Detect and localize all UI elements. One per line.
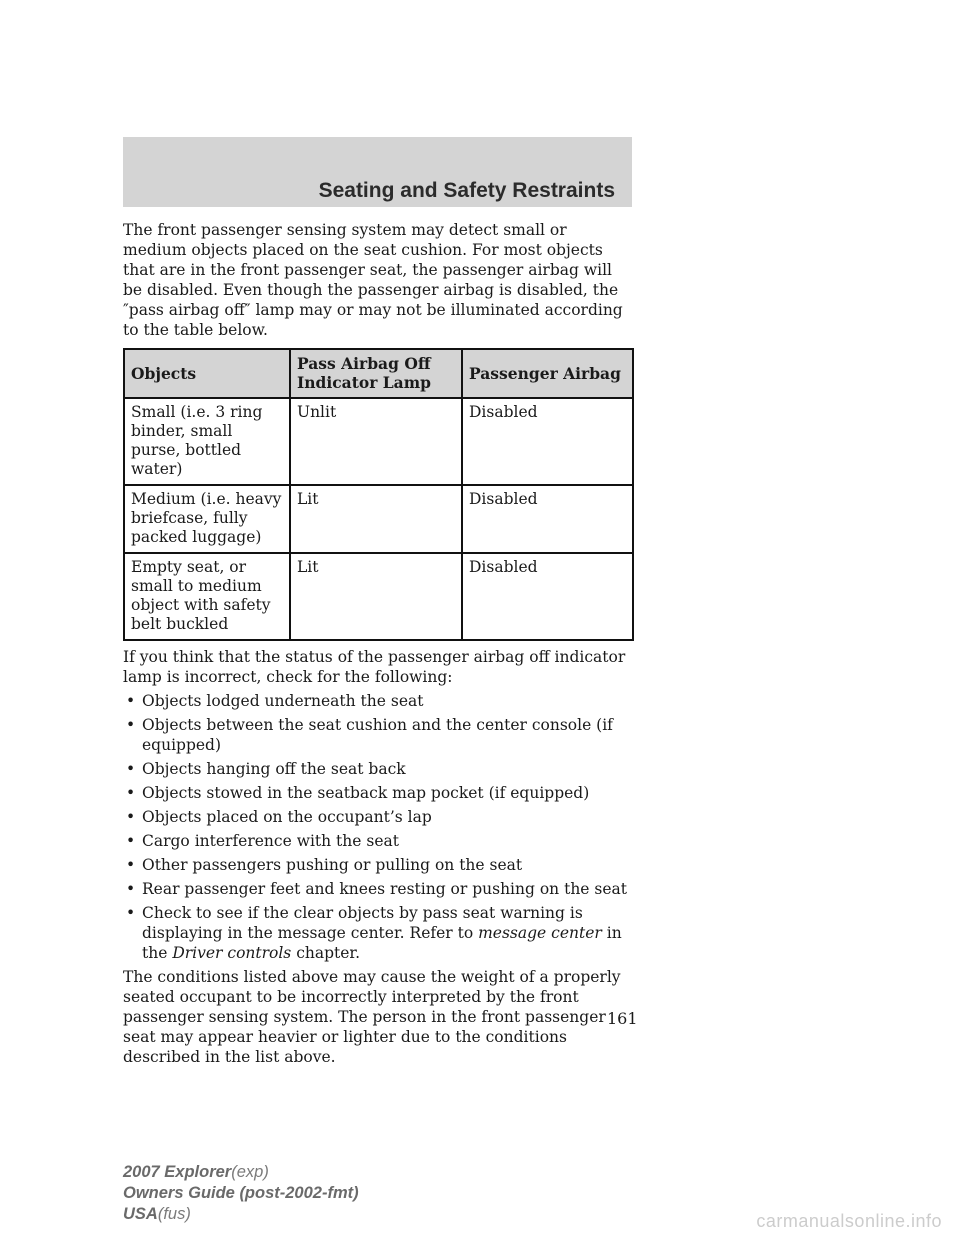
table-cell-lamp: Lit <box>290 485 462 553</box>
check-intro-paragraph: If you think that the status of the passenger airbag off indicator lamp is incorrect, check for the following: <box>123 648 626 686</box>
footer-market-code: (fus) <box>157 1205 191 1223</box>
bullet-icon: • <box>126 760 136 778</box>
list-item: • Other passengers pushing or pulling on the seat <box>126 856 523 874</box>
list-item: • Objects between the seat cushion and the center console (if equipped) <box>126 716 613 754</box>
message-center-reference: message center <box>478 924 602 942</box>
intro-paragraph: The front passenger sensing system may detect small or medium objects placed on the seat cushion. For most objects that are in the front passenger seat, the passenger airbag will be disabled. Even though the passenger airbag is disabled, the ″pass airbag off″ lamp may or may not be illuminated according to the table below. <box>123 221 623 339</box>
bullet-icon: • <box>126 904 136 922</box>
closing-paragraph: The conditions listed above may cause the weight of a properly seated occupant to be incorrectly interpreted by the front passenger sensing system. The person in the front passenger seat may appear heavier or lighter due to the conditions described in the list above. <box>123 968 621 1066</box>
table-cell-airbag: Disabled <box>462 398 633 485</box>
table-row <box>124 553 633 640</box>
list-item: • Objects hanging off the seat back <box>126 760 406 778</box>
page-content <box>123 220 635 1067</box>
column-header-passenger-airbag: Passenger Airbag <box>462 349 633 398</box>
table-cell-object: Empty seat, or small to medium object with safety belt buckled <box>124 553 290 640</box>
list-item: • Rear passenger feet and knees resting or pushing on the seat <box>126 880 627 898</box>
check-list <box>123 691 635 963</box>
table-row <box>124 485 633 553</box>
section-header-band <box>123 137 632 207</box>
list-item: • Objects lodged underneath the seat <box>126 692 424 710</box>
bullet-icon: • <box>126 856 136 874</box>
footer-market: USA <box>123 1205 158 1223</box>
document-footer <box>123 1162 359 1225</box>
column-header-indicator-lamp: Pass Airbag Off Indicator Lamp <box>290 349 462 398</box>
watermark: carmanualsonline.info <box>756 1211 942 1231</box>
bullet-icon: • <box>126 880 136 898</box>
section-title: Seating and Safety Restraints <box>318 179 615 202</box>
list-item: • Check to see if the clear objects by pass seat warning is displaying in the message center. Refer to message center in the Driver controls chapter. <box>126 904 622 962</box>
bullet-icon: • <box>126 832 136 850</box>
list-item: • Objects stowed in the seatback map pocket (if equipped) <box>126 784 590 802</box>
column-header-objects: Objects <box>124 349 290 398</box>
footer-guide-format: Owners Guide (post-2002-fmt) <box>123 1184 359 1202</box>
list-item: • Cargo interference with the seat <box>126 832 399 850</box>
table-cell-airbag: Disabled <box>462 485 633 553</box>
airbag-status-table <box>123 348 634 641</box>
table-row <box>124 398 633 485</box>
bullet-icon: • <box>126 808 136 826</box>
footer-model-code: (exp) <box>231 1163 269 1181</box>
page-number: 161 <box>607 1009 638 1028</box>
table-cell-lamp: Unlit <box>290 398 462 485</box>
table-cell-object: Medium (i.e. heavy briefcase, fully packed luggage) <box>124 485 290 553</box>
bullet-icon: • <box>126 784 136 802</box>
table-cell-object: Small (i.e. 3 ring binder, small purse, bottled water) <box>124 398 290 485</box>
driver-controls-reference: Driver controls <box>172 944 292 962</box>
table-cell-lamp: Lit <box>290 553 462 640</box>
table-cell-airbag: Disabled <box>462 553 633 640</box>
bullet-icon: • <box>126 716 136 734</box>
footer-model: 2007 Explorer <box>123 1163 232 1181</box>
bullet-icon: • <box>126 692 136 710</box>
table-header-row <box>124 349 633 398</box>
list-item: • Objects placed on the occupant’s lap <box>126 808 432 826</box>
